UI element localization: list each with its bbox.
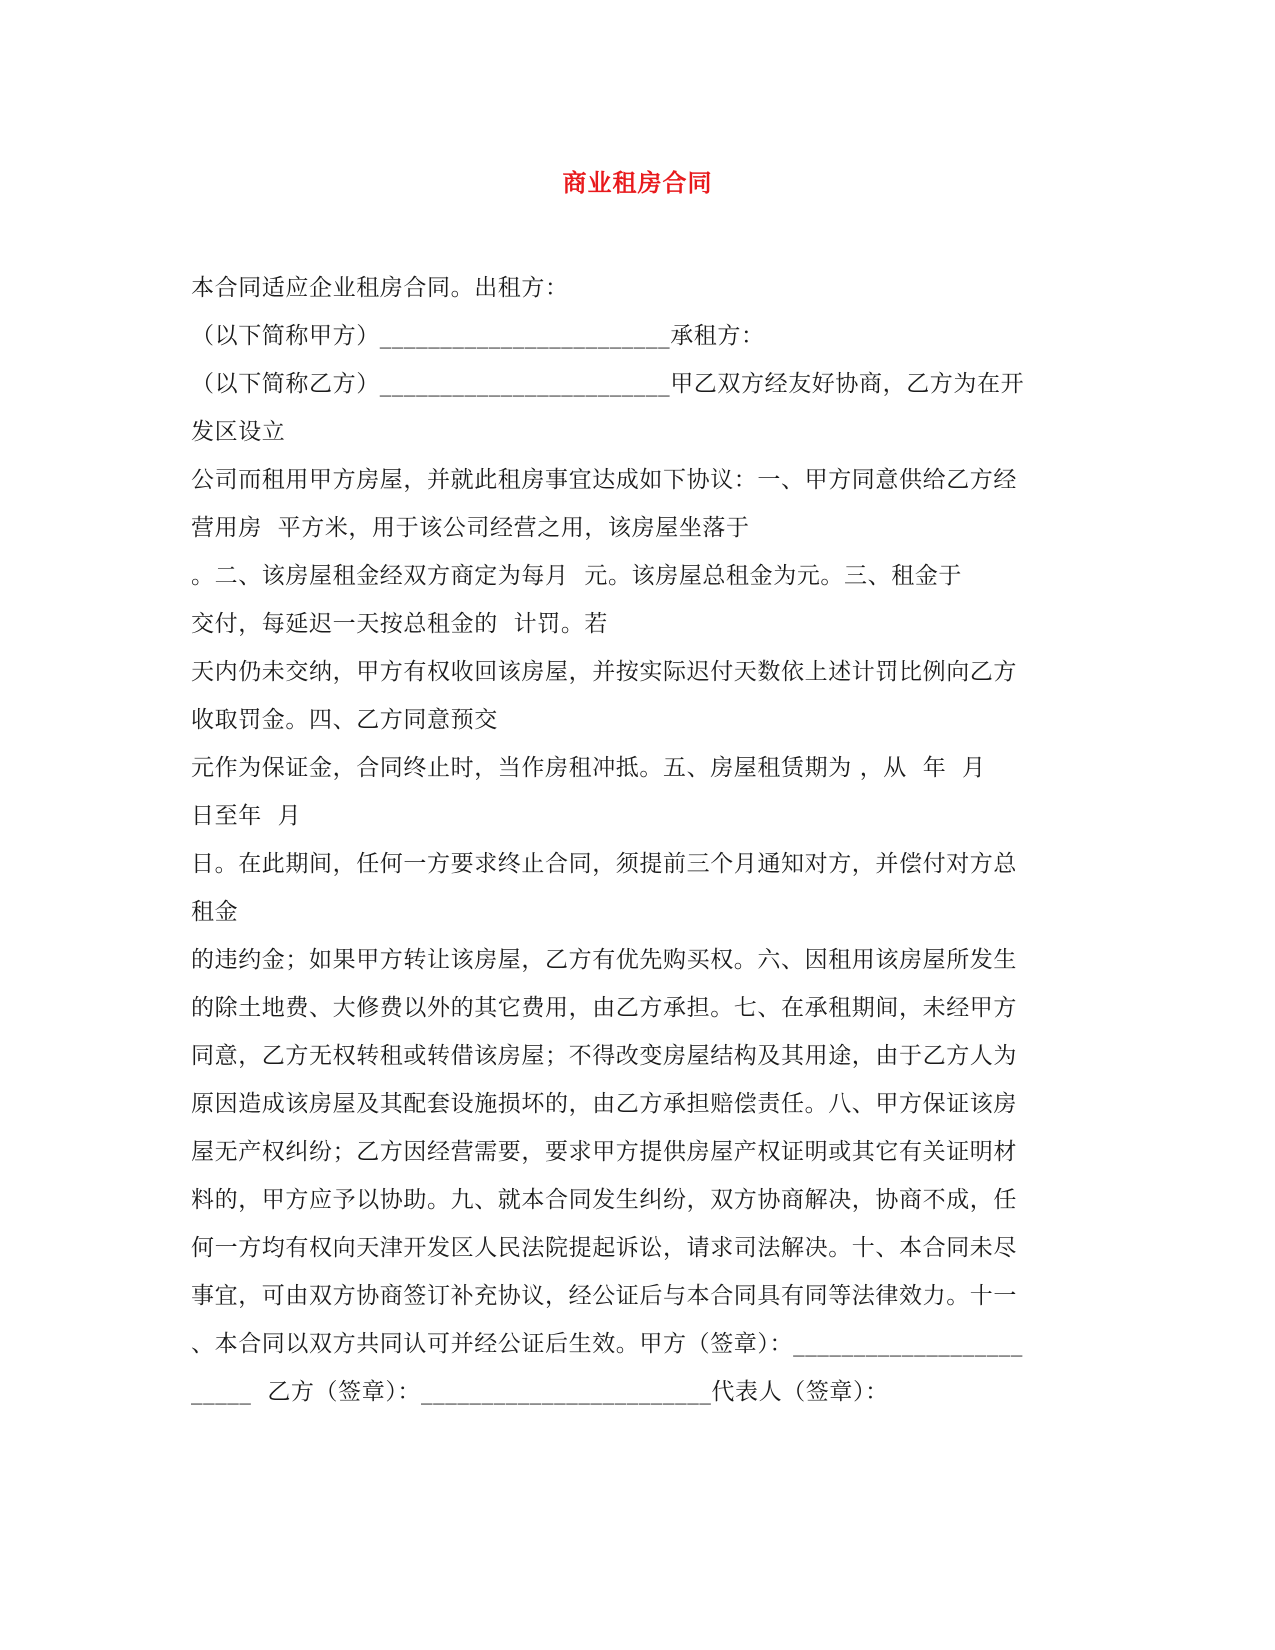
contract-line: （以下简称乙方）________________________甲乙双方经友好协商，乙方为在开: [191, 371, 1025, 397]
contract-line: 日。在此期间，任何一方要求终止合同，须提前三个月通知对方，并偿付对方总: [191, 851, 1017, 877]
contract-line: 公司而租用甲方房屋，并就此租房事宜达成如下协议：一、甲方同意供给乙方经: [191, 467, 1017, 493]
contract-line: 屋无产权纠纷；乙方因经营需要，要求甲方提供房屋产权证明或其它有关证明材: [191, 1139, 1017, 1165]
contract-line: 日至年 月: [191, 803, 302, 829]
contract-line: 事宜，可由双方协商签订补充协议，经公证后与本合同具有同等法律效力。十一: [191, 1283, 1017, 1309]
contract-line: 。二、该房屋租金经双方商定为每月 元。该房屋总租金为元。三、租金于: [191, 563, 963, 589]
contract-line: 本合同适应企业租房合同。出租方：: [191, 275, 569, 301]
contract-line: （以下简称甲方）________________________承租方：: [191, 323, 765, 349]
contract-line: 营用房 平方米，用于该公司经营之用，该房屋坐落于: [191, 515, 750, 541]
contract-line: 何一方均有权向天津开发区人民法院提起诉讼，请求司法解决。十、本合同未尽: [191, 1235, 1017, 1261]
contract-line: 天内仍未交纳，甲方有权收回该房屋，并按实际迟付天数依上述计罚比例向乙方: [191, 659, 1017, 685]
contract-line: 的违约金；如果甲方转让该房屋，乙方有优先购买权。六、因租用该房屋所发生: [191, 947, 1017, 973]
contract-line: 租金: [191, 899, 239, 925]
document-title: 商业租房合同: [562, 168, 713, 197]
contract-line: 交付，每延迟一天按总租金的 计罚。若: [191, 611, 609, 637]
contract-line: 、本合同以双方共同认可并经公证后生效。甲方（签章）：___________________: [191, 1331, 1023, 1357]
contract-line: _____ 乙方（签章）：________________________代表人（签章）：: [191, 1379, 889, 1405]
contract-line: 同意，乙方无权转租或转借该房屋；不得改变房屋结构及其用途，由于乙方人为: [191, 1043, 1017, 1069]
contract-line: 元作为保证金，合同终止时，当作房租冲抵。五、房屋租赁期为 ，从 年 月: [191, 755, 986, 781]
contract-line: 发区设立: [191, 419, 286, 445]
contract-line: 料的，甲方应予以协助。九、就本合同发生纠纷，双方协商解决，协商不成，任: [191, 1187, 1017, 1213]
contract-line: 的除土地费、大修费以外的其它费用，由乙方承担。七、在承租期间，未经甲方: [191, 995, 1017, 1021]
contract-line: 原因造成该房屋及其配套设施损坏的，由乙方承担赔偿责任。八、甲方保证该房: [191, 1091, 1017, 1117]
contract-line: 收取罚金。四、乙方同意预交: [191, 707, 498, 733]
contract-body: [191, 264, 1091, 1416]
